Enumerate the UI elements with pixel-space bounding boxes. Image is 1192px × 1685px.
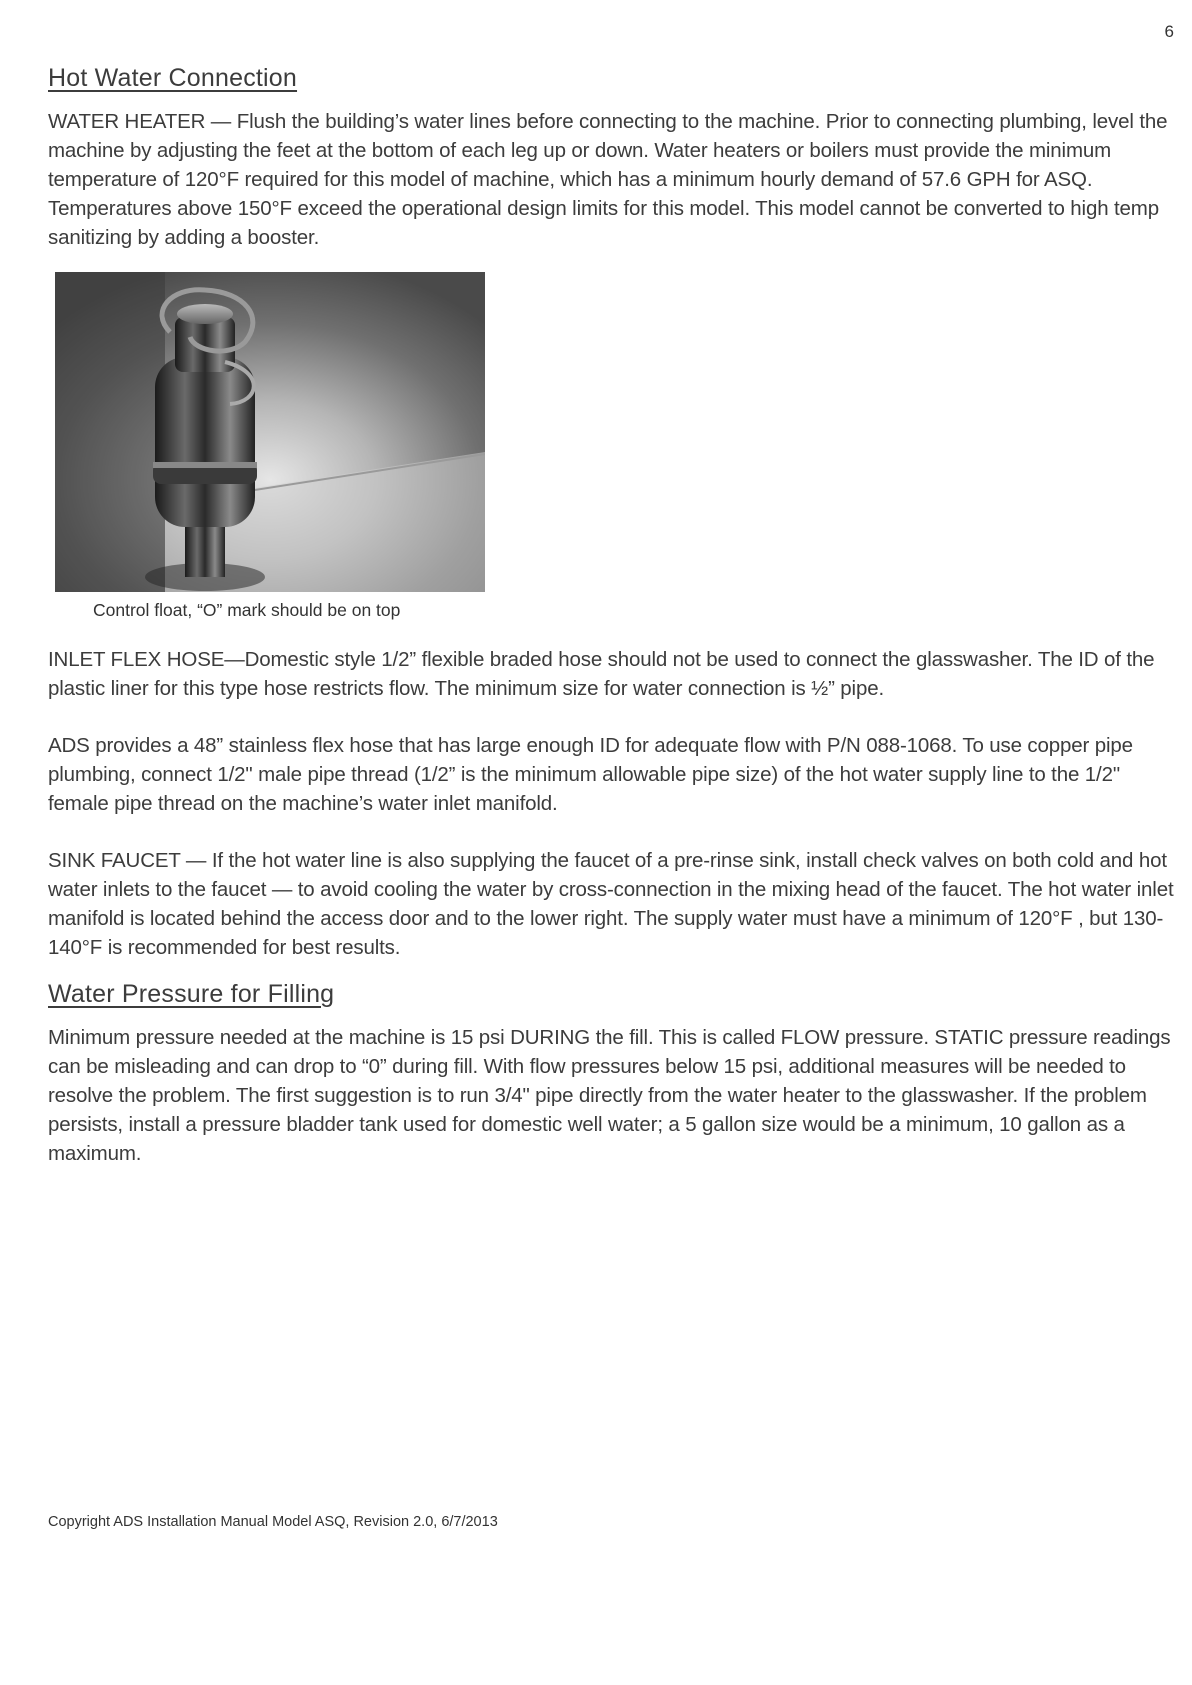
section-heading-hot-water: Hot Water Connection [48,64,298,92]
control-float-figure [55,272,485,621]
figure-caption: Control float, “O” mark should be on top [93,600,401,620]
section-heading-water-pressure: Water Pressure for Filling [48,980,335,1008]
water-heater-paragraph: WATER HEATER — Flush the building’s water lines before connecting to the machine. Prior to connecting plumbing, level the machine by adjusting the feet at the bottom of each leg up or down. Water heaters or boilers must provide the minimum temperature of 120°F required for this model of machine, which has a minimum hourly demand of 57.6 GPH for ASQ. Temperatures above 150°F exceed the operational design limits for this model. This model cannot be converted to high temp sanitizing by adding a booster. [48,110,1168,249]
inlet-flex-hose-paragraph: INLET FLEX HOSE—Domestic style 1/2” flexible braded hose should not be used to connect the glasswasher. The ID of the plastic liner for this type hose restricts flow. The minimum size for water connection is ½” pipe. [48,648,1155,700]
water-pressure-paragraph: Minimum pressure needed at the machine is 15 psi DURING the fill. This is called FLOW pressure. STATIC pressure readings can be misleading and can drop to “0” during fill. With flow pressures below 15 psi, additional measures will be needed to resolve the problem. The first suggestion is to run 3/4" pipe directly from the water heater to the glasswasher. If the problem persists, install a pressure bladder tank used for domestic well water; a 5 gallon size would be a minimum, 10 gallon as a maximum. [48,1026,1171,1165]
page-content [48,64,1176,1168]
footer-copyright: Copyright ADS Installation Manual Model ASQ, Revision 2.0, 6/7/2013 [48,1514,498,1530]
page-number: 6 [1164,22,1174,41]
control-float-photo [55,272,485,592]
sink-faucet-paragraph: SINK FAUCET — If the hot water line is also supplying the faucet of a pre-rinse sink, install check valves on both cold and hot water inlets to the faucet — to avoid cooling the water by cross-connection in the mixing head of the faucet. The hot water inlet manifold is located behind the access door and to the lower right. The supply water must have a minimum of 120°F , but 130-140°F is recommended for best results. [48,849,1174,959]
ads-flex-hose-paragraph: ADS provides a 48” stainless flex hose that has large enough ID for adequate flow with P/N 088-1068. To use copper pipe plumbing, connect 1/2" male pipe thread (1/2” is the minimum allowable pipe size) of the hot water supply line to the 1/2" female pipe thread on the machine’s water inlet manifold. [48,734,1133,815]
